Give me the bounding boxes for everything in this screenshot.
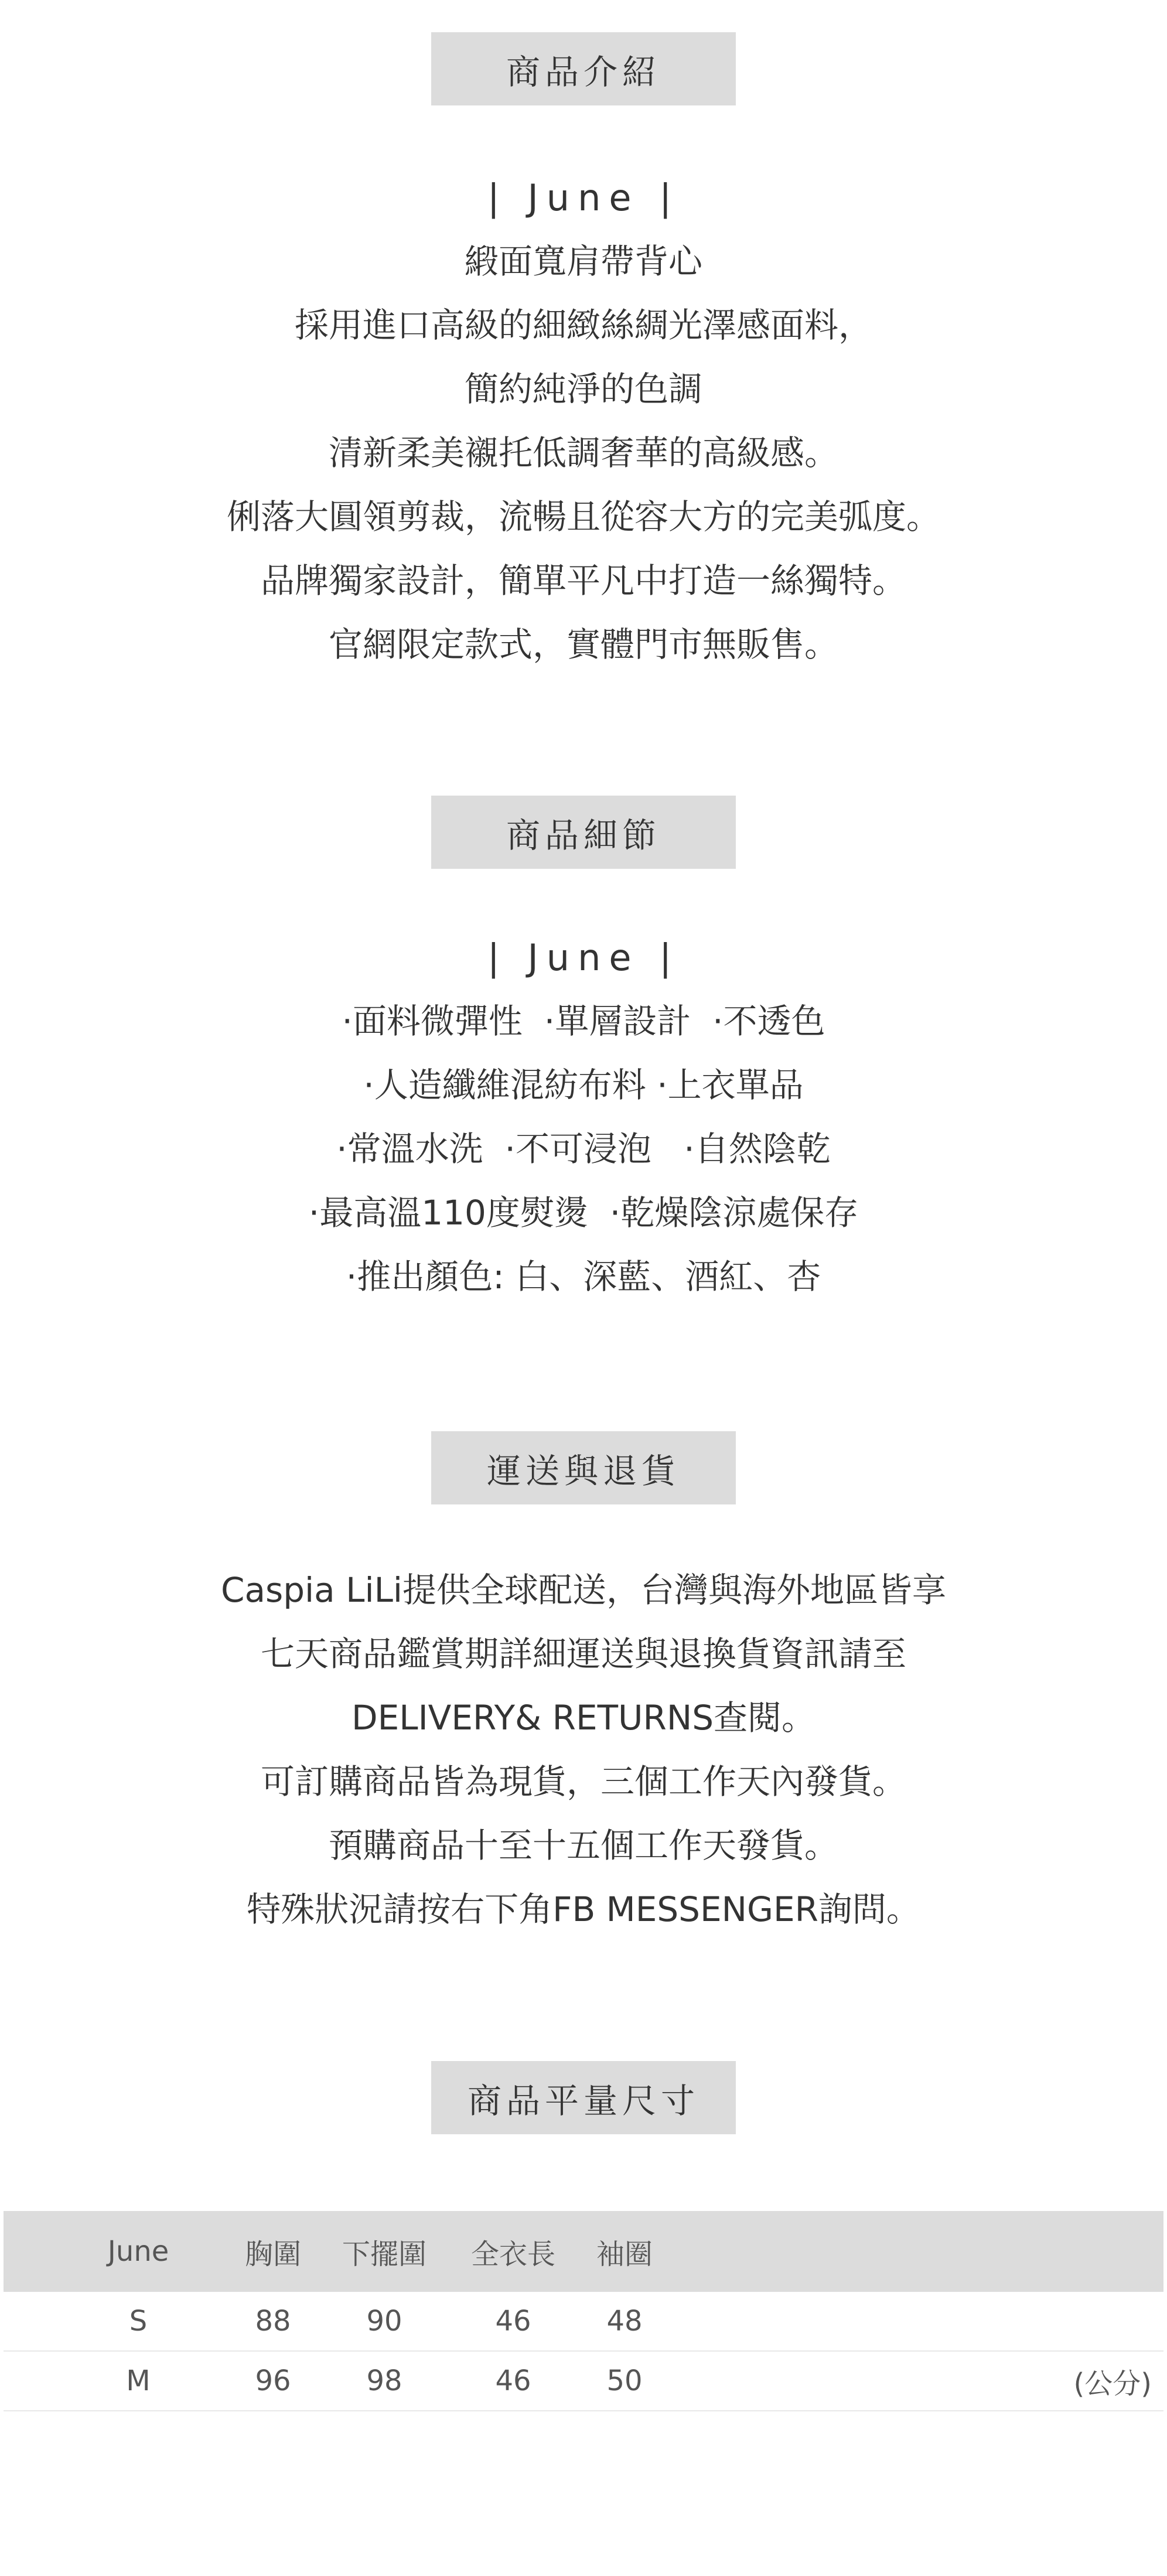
size-table — [4, 2211, 1163, 2411]
size-header-cell: June — [107, 2235, 169, 2268]
table-row — [4, 2352, 1163, 2411]
details-heading-wrap — [0, 796, 1167, 869]
intro-line: 簡約純淨的色調 — [464, 369, 702, 409]
size-cell: 88 — [255, 2305, 291, 2338]
shipping-line: DELIVERY& RETURNS查閱。 — [351, 1698, 816, 1738]
size-cell: 48 — [606, 2305, 643, 2338]
details-line: ·推出顏色: 白、深藍、酒紅、杏 — [346, 1257, 821, 1296]
shipping-line: 七天商品鑑賞期詳細運送與退換貨資訊請至 — [260, 1634, 906, 1674]
intro-line: 俐落大圓領剪裁，流暢且從容大方的完美弧度。 — [226, 497, 940, 537]
shipping-line: 可訂購商品皆為現貨，三個工作天內發貨。 — [260, 1762, 906, 1802]
size-heading-wrap — [0, 2061, 1167, 2134]
intro-line: 緞面寬肩帶背心 — [464, 241, 702, 281]
details-line: ·常溫水洗 ·不可浸泡 ·自然陰乾 — [336, 1129, 831, 1169]
intro-heading: 商品介紹 — [431, 32, 736, 105]
intro-line: 清新柔美襯托低調奢華的高級感。 — [328, 433, 838, 473]
details-body — [0, 926, 1167, 1309]
intro-line: 品牌獨家設計，簡單平凡中打造一絲獨特。 — [260, 561, 906, 601]
shipping-line: 特殊狀況請按右下角FB MESSENGER詢問。 — [247, 1889, 920, 1929]
size-header-cell: 下擺圍 — [342, 2237, 426, 2271]
details-line: ·人造纖維混紡布料 ·上衣單品 — [363, 1065, 804, 1105]
size-header-cell: 袖圈 — [596, 2237, 653, 2271]
shipping-line: 預購商品十至十五個工作天發貨。 — [328, 1826, 838, 1865]
size-cell: 96 — [255, 2365, 291, 2397]
size-table-header — [4, 2211, 1163, 2292]
size-cell: 98 — [366, 2365, 402, 2397]
shipping-heading-wrap — [0, 1431, 1167, 1504]
intro-line: 官網限定款式，實體門市無販售。 — [328, 625, 838, 664]
shipping-body — [0, 1558, 1167, 1942]
shipping-line: Caspia LiLi提供全球配送，台灣與海外地區皆享 — [220, 1570, 947, 1610]
size-cell: M — [126, 2365, 151, 2397]
size-cell: 90 — [366, 2305, 402, 2338]
size-cell: 46 — [495, 2365, 531, 2397]
details-heading: 商品細節 — [431, 796, 736, 869]
details-line: ·最高溫110度熨燙 ·乾燥陰涼處保存 — [308, 1193, 859, 1233]
size-cell: 46 — [495, 2305, 531, 2338]
size-header-cell: 胸圍 — [244, 2237, 301, 2271]
size-heading: 商品平量尺寸 — [431, 2061, 736, 2134]
shipping-heading: 運送與退貨 — [431, 1431, 736, 1504]
intro-body — [0, 166, 1167, 677]
intro-title: | June | — [487, 176, 680, 219]
table-row — [4, 2292, 1163, 2352]
details-title: | June | — [487, 936, 680, 979]
intro-line: 採用進口高級的細緻絲綢光澤感面料， — [294, 305, 872, 345]
size-cell: S — [129, 2305, 148, 2338]
details-line: ·面料微彈性 ·單層設計 ·不透色 — [342, 1001, 825, 1041]
size-cell: 50 — [606, 2365, 643, 2397]
size-unit: (公分) — [1073, 2367, 1152, 2400]
intro-heading-wrap — [0, 32, 1167, 105]
size-header-cell: 全衣長 — [470, 2237, 555, 2271]
